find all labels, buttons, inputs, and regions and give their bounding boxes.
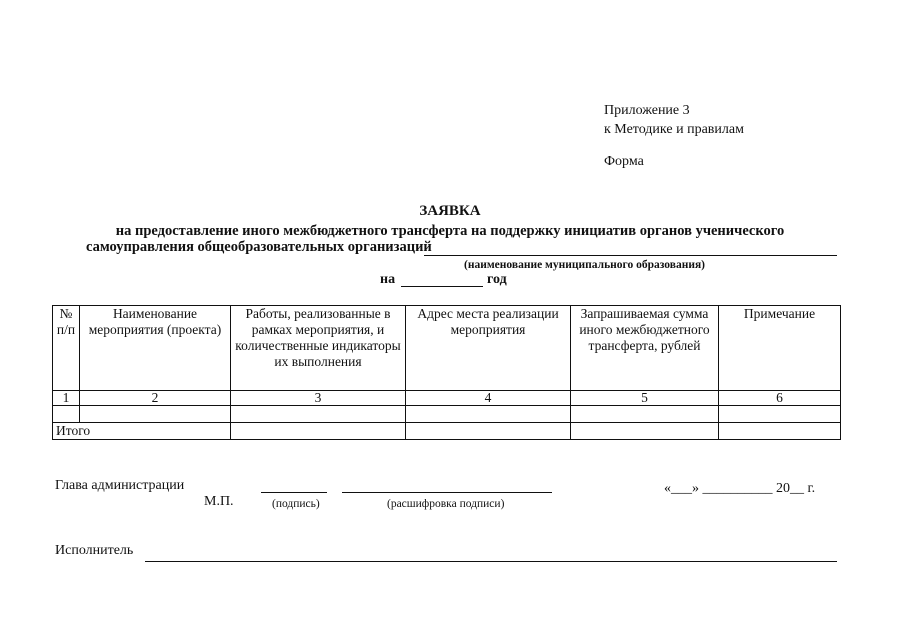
year-prefix: на	[380, 272, 396, 287]
executor-line	[145, 561, 837, 562]
table-total-row	[53, 423, 841, 440]
request-table	[52, 305, 841, 440]
appendix-line-1: Приложение 3	[604, 103, 690, 118]
table-cell[interactable]	[53, 406, 80, 423]
municipality-caption: (наименование муниципального образования)	[464, 259, 706, 271]
table-cell[interactable]	[406, 406, 571, 423]
decode-line	[342, 492, 552, 493]
total-label: Итого	[53, 423, 231, 440]
header-cell-works: Работы, реализованные в рамках мероприятия, и количественные индикаторы их выполнения	[231, 306, 406, 391]
decode-caption: (расшифровка подписи)	[387, 498, 505, 510]
header-cell-sum: Запрашиваемая сумма иного межбюджетного трансферта, рублей	[571, 306, 719, 391]
appendix-line-2: к Методике и правилам	[604, 122, 744, 137]
table-number-row	[53, 391, 841, 406]
table-cell[interactable]	[80, 406, 231, 423]
table-cell[interactable]	[719, 423, 841, 440]
appendix-block	[604, 101, 744, 139]
table-cell[interactable]	[571, 423, 719, 440]
table-cell[interactable]	[231, 423, 406, 440]
table-cell[interactable]	[406, 423, 571, 440]
header-cell-number: № п/п	[53, 306, 80, 391]
column-number-2: 2	[80, 391, 231, 406]
municipality-blank-line	[424, 255, 837, 256]
executor-label: Исполнитель	[55, 543, 134, 558]
stamp-label: М.П.	[204, 494, 234, 509]
year-suffix: год	[487, 272, 507, 287]
document-title: ЗАЯВКА	[419, 203, 481, 219]
signature-line	[261, 492, 327, 493]
header-cell-name: Наименование мероприятия (проекта)	[80, 306, 231, 391]
column-number-6: 6	[719, 391, 841, 406]
date-field: «___» __________ 20__ г.	[664, 481, 816, 496]
column-number-3: 3	[231, 391, 406, 406]
column-number-4: 4	[406, 391, 571, 406]
column-number-5: 5	[571, 391, 719, 406]
table-header-row	[53, 306, 841, 391]
table-cell[interactable]	[571, 406, 719, 423]
title-line-2: самоуправления общеобразовательных организаций	[86, 239, 432, 255]
column-number-1: 1	[53, 391, 80, 406]
form-label: Форма	[604, 154, 644, 169]
signature-caption: (подпись)	[272, 498, 320, 510]
head-of-administration-label: Глава администрации	[55, 478, 185, 493]
year-blank-line	[401, 286, 483, 287]
header-cell-address: Адрес места реализации мероприятия	[406, 306, 571, 391]
table-cell[interactable]	[231, 406, 406, 423]
table-row	[53, 406, 841, 423]
header-cell-note: Примечание	[719, 306, 841, 391]
table-cell[interactable]	[719, 406, 841, 423]
title-line-1: на предоставление иного межбюджетного трансферта на поддержку инициатив органов ученического	[115, 223, 785, 239]
